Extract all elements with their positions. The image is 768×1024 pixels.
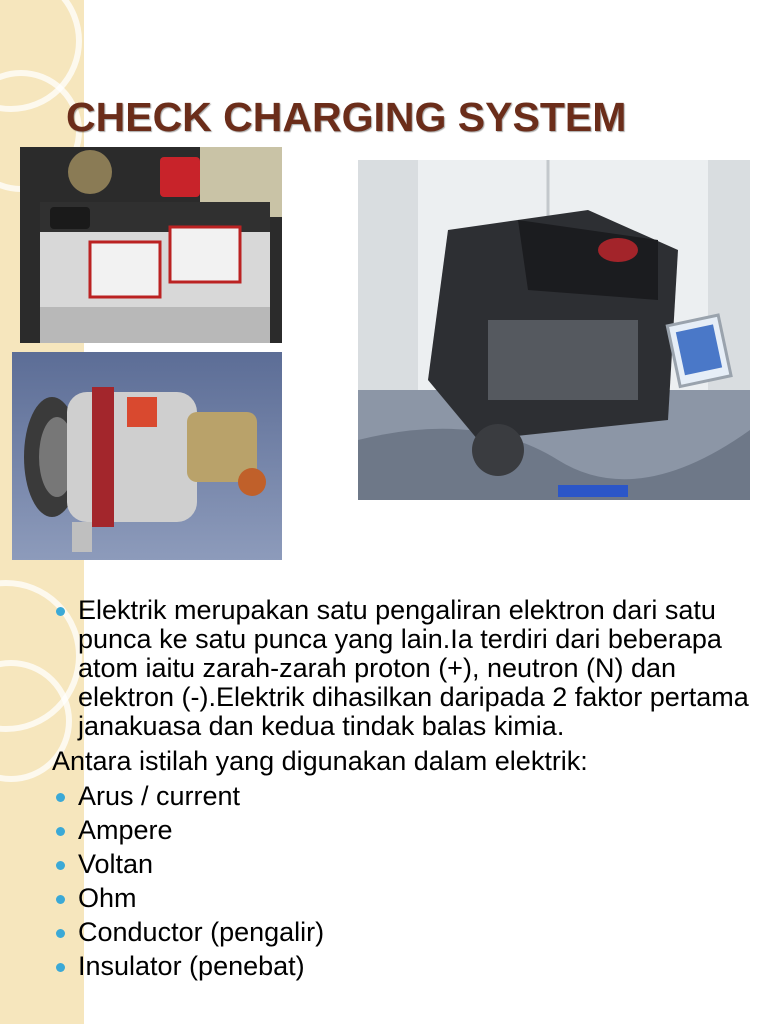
slide-body: [52, 596, 752, 986]
alternator-photo: [12, 352, 282, 560]
engine-photo: [358, 160, 750, 500]
term-item: Ohm: [52, 884, 752, 913]
term-item: Voltan: [52, 850, 752, 879]
term-item: Conductor (pengalir): [52, 918, 752, 947]
terms-heading: Antara istilah yang digunakan dalam elektrik:: [52, 746, 588, 776]
car-battery-photo: [20, 147, 282, 343]
term-item: Insulator (penebat): [52, 952, 752, 981]
intro-bullet: Elektrik merupakan satu pengaliran elektron dari satu punca ke satu punca yang lain.Ia terdiri dari beberapa atom iaitu zarah-zarah proton (+), neutron (N) dan elektron (-).Elektrik dihasilkan daripada 2 faktor pertama janakuasa dan kedua tindak balas kimia.: [52, 596, 752, 741]
term-item: Arus / current: [52, 782, 752, 811]
slide-title: CHECK CHARGING SYSTEM: [66, 94, 627, 140]
term-item: Ampere: [52, 816, 752, 845]
intro-list: [52, 596, 752, 741]
terms-list: [52, 782, 752, 981]
